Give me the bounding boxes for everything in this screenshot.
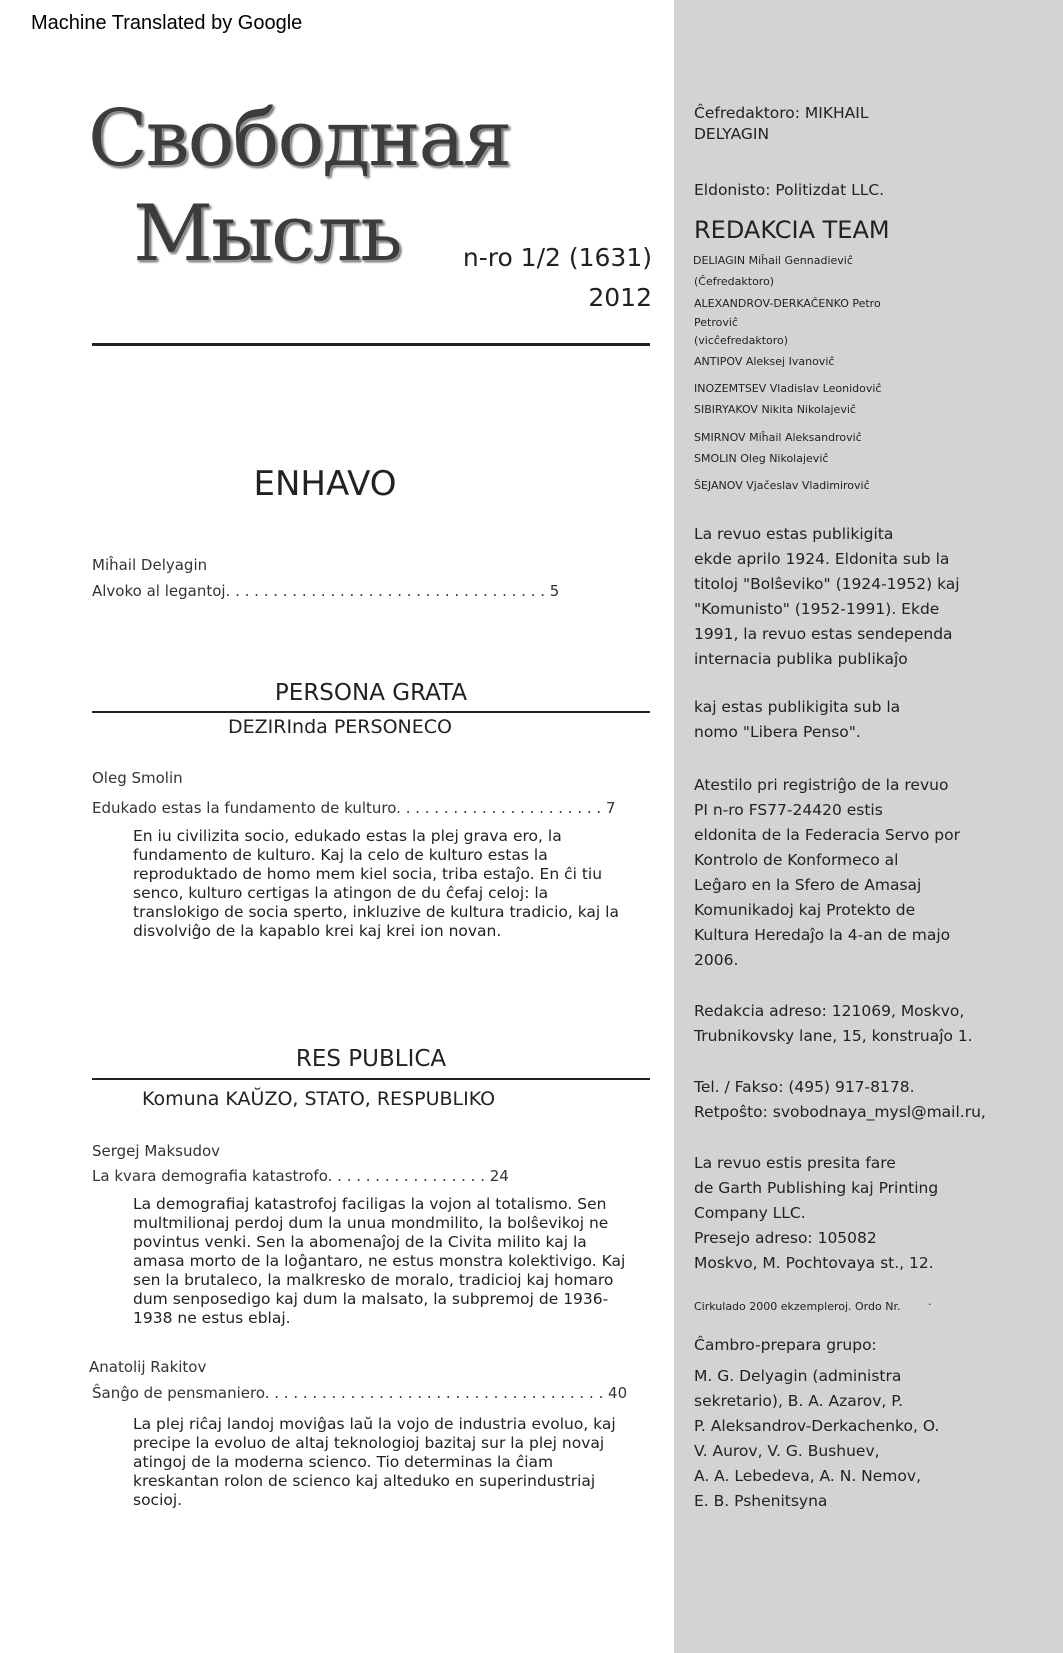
article-abstract: La demografiaj katastrofoj faciligas la vojon al totalismo. Sen multmilionaj perdoj dum la unua mondmilito, la bolŝevikoj ne povintus venki. Sen la abomenaĵoj de la Civita milito kaj la amasa morto de la loĝantaro, ne estus monstra kolektivigo. Kaj sen la brutaleco, la malkresko de moralo, tradicioj kaj homaro dum senposedigo kaj dum la malsato, la subpremoj de 1936-1938 ne estus eblaj. xyxy=(133,1195,626,1327)
prepress-heading: Ĉambro-prepara grupo: xyxy=(694,1336,877,1354)
section-title: RES PUBLICA xyxy=(295,1046,447,1072)
team-member: SMOLIN Oleg Nikolajeviĉ xyxy=(694,452,829,465)
toc-entry[interactable]: Alvoko al legantoj. . . . . . . . . . . . . . . . . . . . . . . . . . . . . . . . . . 5 xyxy=(92,582,560,600)
chief-editor: Ĉefredaktoro: MIKHAIL DELYAGIN xyxy=(694,104,869,143)
team-member: INOZEMTSEV Vladislav Leonidoviĉ xyxy=(694,382,882,395)
editorial-address: Redakcia adreso: 121069, Moskvo, Trubnikovsky lane, 15, konstruaĵo 1. xyxy=(694,1002,973,1045)
team-member: (vicĉefredaktoro) xyxy=(694,334,789,347)
article-abstract: La plej riĉaj landoj moviĝas laŭ la vojo de industria evoluo, kaj precipe la evoluo de altaj teknologioj bazitaj sur la plej novaj atingoj de la moderna scienco. Tio determinas la ĉiam kreskantan rolon de scienco kaj alteduko en superindustriaj socioj. xyxy=(133,1415,616,1509)
prepress-team: M. G. Delyagin (administra sekretario), B. A. Azarov, P. P. Aleksandrov-Derkachenko, O. V. Aurov, V. G. Bushuev, A. A. Lebedeva, A. N. Nemov, E. B. Pshenitsyna xyxy=(694,1367,940,1510)
section-title: PERSONA GRATA xyxy=(274,680,468,706)
issue-info xyxy=(430,238,652,318)
journal-history-cont: kaj estas publikigita sub la nomo "Libera Penso". xyxy=(694,698,901,741)
logo-line-2: Мысль xyxy=(133,189,401,279)
article-author: Oleg Smolin xyxy=(92,769,183,787)
team-member: SIBIRYAKOV Nikita Nikolajeviĉ xyxy=(694,403,856,416)
toc-entry[interactable]: Edukado estas la fundamento de kulturo. . . . . . . . . . . . . . . . . . . . . . 7 xyxy=(92,799,616,817)
registration-info: Atestilo pri registriĝo de la revuo PI n-ro FS77-24420 estis eldonita de la Federacia Servo por Kontrolo de Konformeco al Leĝaro en la Sfero de Amasaj Komunikadoj kaj Protekto de Kultura Heredaĵo la 4-an de majo 2006. xyxy=(694,776,960,969)
article-abstract: En iu civilizita socio, edukado estas la plej grava ero, la fundamento de kulturo. Kaj la celo de kulturo estas la reproduktado de homo mem kiel socia, triba estaĵo. En ĉi tiu senco, kulturo certigas la atingon de du ĉefaj celoj: la translokigo de socia sperto, inkluzive de kultura tradicio, kaj la disvolviĝo de la kapablo krei kaj krei ion novan. xyxy=(133,827,619,940)
team-member: ALEXANDROV-DERKAČENKO Petro xyxy=(694,297,881,310)
issue-number: n-ro 1/2 (1631) xyxy=(462,243,652,272)
team-member: ANTIPOV Aleksej Ivanoviĉ xyxy=(694,355,835,368)
publisher: Eldonisto: Politizdat LLC. xyxy=(694,181,885,199)
article-author: Miĥail Delyagin xyxy=(92,556,208,574)
section-divider xyxy=(92,711,650,713)
article-author: Anatolij Rakitov xyxy=(89,1358,207,1376)
team-member: ŜEJANOV Vjačeslav Vladimiroviĉ xyxy=(694,479,870,492)
team-member: SMIRNOV Miĥail Aleksandroviĉ xyxy=(694,431,862,444)
machine-translated-banner: Machine Translated by Google xyxy=(31,12,303,34)
contents-heading: ENHAVO xyxy=(253,464,397,504)
team-member: (Ĉefredaktoro) xyxy=(694,275,775,288)
editorial-team-heading: REDAKCIA TEAM xyxy=(694,216,890,244)
order-number-mark: · xyxy=(928,1298,932,1311)
circulation-info: Cirkulado 2000 ekzempleroj. Ordo Nr. xyxy=(694,1300,901,1313)
team-member: DELIAGIN Miĥail Gennadieviĉ xyxy=(693,254,853,267)
journal-history: La revuo estas publikigita ekde aprilo 1924. Eldonita sub la titoloj "Bolŝeviko" (1924-1952) kaj "Komunisto" (1952-1991). Ekde 1991, la revuo estas sendependa internacia publika publikaĵo xyxy=(694,525,960,668)
contacts: Tel. / Fakso: (495) 917-8178. Retpoŝto: svobodnaya_mysl@mail.ru, xyxy=(694,1078,986,1121)
printing-info: La revuo estis presita fare de Garth Publishing kaj Printing Company LLC. Presejo adreso: 105082 Moskvo, M. Pochtovaya st., 12. xyxy=(694,1154,939,1272)
section-subtitle: Komuna KAŬZO, STATO, RESPUBLIKO xyxy=(142,1088,496,1110)
article-author: Sergej Maksudov xyxy=(92,1142,221,1160)
section-subtitle: DEZIRInda PERSONECO xyxy=(228,716,452,738)
section-divider xyxy=(92,1078,650,1080)
issue-year: 2012 xyxy=(588,283,652,312)
header-divider xyxy=(92,343,650,346)
toc-entry[interactable]: La kvara demografia katastrofo. . . . . . . . . . . . . . . . . 24 xyxy=(92,1167,509,1185)
toc-entry[interactable]: Ŝanĝo de pensmaniero. . . . . . . . . . . . . . . . . . . . . . . . . . . . . . . . . . . . 40 xyxy=(92,1384,628,1402)
logo-line-1: Свободная xyxy=(88,94,511,184)
team-member: Petroviĉ xyxy=(694,316,738,329)
